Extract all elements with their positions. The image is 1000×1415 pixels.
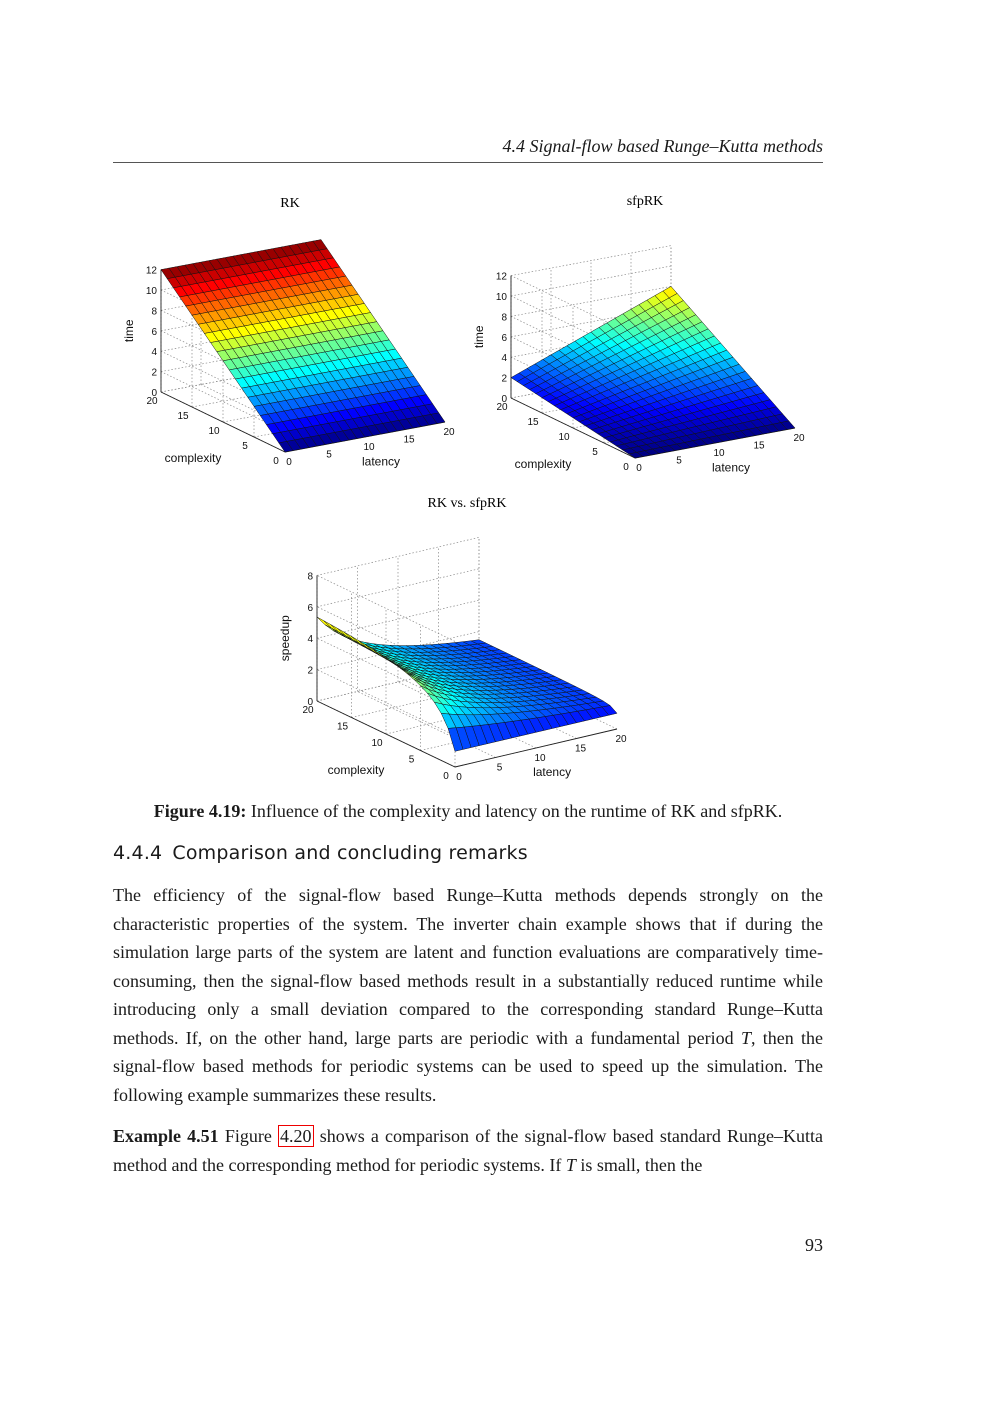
surface-cell: [317, 617, 332, 628]
plot-title: RK: [280, 196, 300, 211]
y-tick-label: 15: [527, 417, 539, 428]
surface: [161, 240, 445, 452]
y-tick-label: 10: [208, 426, 220, 437]
z-tick-label: 8: [307, 571, 313, 583]
section-title: Comparison and concluding remarks: [172, 842, 528, 864]
plot-rk-vs-sfprk: [278, 492, 655, 787]
z-tick-label: 12: [145, 265, 157, 277]
x-tick-label: 5: [326, 449, 332, 461]
plot-title: sfpRK: [626, 194, 664, 209]
paragraph-1: [113, 881, 823, 1109]
paragraph-2-text-b: shows a comparison of the signal-flow based standard Runge–Kutta method and the corresponding method for periodic systems. If: [113, 1126, 823, 1175]
x-tick-label: 15: [753, 440, 765, 452]
y-axis-label: complexity: [514, 457, 572, 471]
y-tick-label: 10: [371, 738, 383, 749]
plot-sfprk: [465, 190, 825, 480]
z-tick-label: 8: [501, 312, 507, 324]
y-tick-label: 20: [496, 402, 508, 413]
x-tick-label: 15: [574, 743, 587, 755]
z-tick-label: 12: [495, 271, 507, 283]
y-tick-label: 20: [302, 705, 314, 716]
y-tick-label: 5: [242, 441, 248, 452]
x-tick-label: 10: [713, 448, 725, 459]
paragraph-1-text-b: , then the signal-flow based methods for periodic systems can be used to speed up the simulation. The following example summarizes these results.: [113, 1027, 823, 1105]
paragraph-2-text-a: Figure: [218, 1126, 279, 1146]
y-tick-label: 15: [177, 411, 189, 422]
z-axis-label: speedup: [278, 615, 292, 662]
section-heading: [113, 842, 528, 864]
example-label: Example 4.51: [113, 1126, 219, 1146]
surface: [317, 617, 617, 751]
y-axis-label: complexity: [164, 451, 222, 465]
x-tick-label: 10: [534, 753, 546, 764]
y-tick-label: 5: [408, 754, 415, 766]
caption-label: Figure 4.19:: [153, 801, 247, 821]
z-axis-label: time: [122, 319, 136, 343]
y-tick-label: 10: [558, 432, 570, 443]
y-tick-label: 0: [443, 771, 449, 782]
paragraph-2: [113, 1122, 823, 1179]
z-tick-label: 2: [307, 665, 313, 677]
y-tick-label: 0: [623, 462, 629, 473]
symbol-T: T: [565, 1154, 576, 1175]
z-tick-label: 6: [307, 602, 313, 614]
x-tick-label: 0: [636, 463, 642, 474]
page-number: 93: [805, 1235, 823, 1255]
x-axis-label: latency: [533, 765, 572, 780]
x-tick-label: 5: [496, 762, 503, 774]
x-tick-label: 20: [443, 427, 455, 438]
z-tick-label: 10: [145, 286, 157, 297]
x-tick-label: 5: [676, 455, 682, 467]
plot-rk: [110, 190, 470, 480]
z-tick-label: 6: [501, 332, 507, 344]
y-axis-label: complexity: [327, 763, 385, 777]
z-tick-label: 4: [151, 347, 157, 359]
z-tick-label: 4: [307, 634, 313, 646]
paragraph-2-text-c: is small, then the: [575, 1154, 703, 1175]
x-tick-label: 0: [456, 772, 462, 783]
x-tick-label: 20: [793, 433, 805, 444]
z-tick-label: 0: [151, 388, 157, 399]
surface: [511, 286, 795, 458]
x-axis-label: latency: [361, 454, 401, 469]
x-tick-label: 10: [363, 442, 375, 453]
header-rule: [113, 162, 823, 163]
caption-text: Influence of the complexity and latency on the runtime of RK and sfpRK.: [246, 801, 783, 821]
z-tick-label: 2: [501, 373, 507, 385]
y-tick-label: 15: [336, 721, 349, 733]
x-tick-label: 15: [403, 434, 415, 446]
x-tick-label: 0: [286, 457, 292, 468]
figure-caption: [113, 801, 823, 822]
z-tick-label: 4: [501, 353, 507, 365]
grid-line: [511, 246, 671, 276]
z-tick-label: 0: [307, 697, 313, 708]
z-tick-label: 6: [151, 326, 157, 338]
y-tick-label: 5: [592, 447, 598, 458]
surface-cell: [324, 621, 339, 632]
y-axis: [317, 701, 455, 767]
symbol-T: T: [740, 1027, 751, 1048]
paragraph-1-text-a: The efficiency of the signal-flow based Runge–Kutta methods depends strongly on the characteristic properties of the system. The inverter chain example shows that if during the simulation large parts of the system are latent and function evaluations are comparatively time-consuming, then the signal-flow based methods result in a substantially reduced runtime while introducing only a small deviation compared to the corresponding standard Runge–Kutta methods. If, on the other hand, large parts are periodic with a fundamental period: [113, 885, 823, 1048]
z-axis-label: time: [472, 325, 486, 349]
figure-reference-link[interactable]: 4.20: [280, 1126, 312, 1146]
y-tick-label: 0: [273, 456, 279, 467]
section-number: 4.4.4: [113, 842, 163, 864]
z-tick-label: 0: [501, 394, 507, 405]
z-tick-label: 8: [151, 306, 157, 318]
plot-title: RK vs. sfpRK: [427, 496, 507, 511]
x-tick-label: 20: [615, 734, 627, 745]
z-tick-label: 10: [495, 292, 507, 303]
x-axis-label: latency: [711, 460, 751, 475]
z-tick-label: 2: [151, 367, 157, 379]
y-tick-label: 20: [146, 396, 158, 407]
running-head: 4.4 Signal-flow based Runge–Kutta methods: [502, 136, 823, 156]
